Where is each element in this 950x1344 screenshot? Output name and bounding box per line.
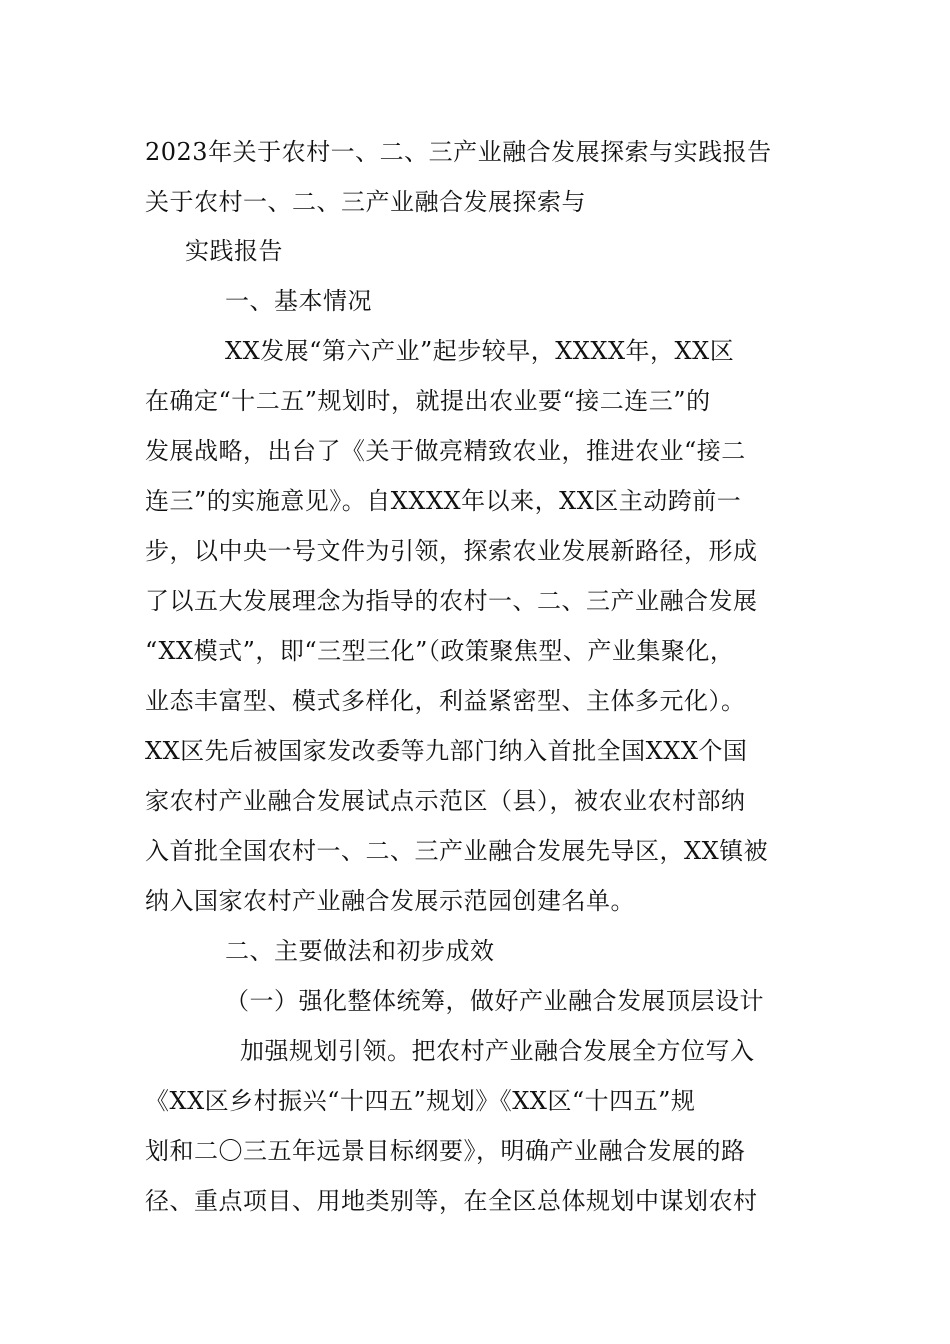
paragraph-line: 业态丰富型、模式多样化，利益紧密型、主体多元化）。: [145, 687, 746, 715]
paragraph-line: 加强规划引领。把农村产业融合发展全方位写入: [240, 1037, 755, 1065]
paragraph-line: 了以五大发展理念为指导的农村一、二、三产业融合发展: [145, 587, 758, 615]
subsection-heading-overall-planning: （一）强化整体统筹，做好产业融合发展顶层设计: [225, 987, 764, 1015]
paragraph-line: XX发展“第六产业”起步较早，XXXX年，XX区: [225, 337, 735, 365]
paragraph-line: 入首批全国农村一、二、三产业融合发展先导区，XX镇被: [145, 837, 769, 865]
paragraph-line: 纳入国家农村产业融合发展示范园创建名单。: [145, 887, 635, 915]
paragraph-line: 家农村产业融合发展试点示范区（县），被农业农村部纳: [145, 787, 746, 815]
paragraph-line: 径、重点项目、用地类别等，在全区总体规划中谋划农村: [145, 1187, 758, 1215]
paragraph-line: 发展战略，出台了《关于做亮精致农业，推进农业“接二: [145, 437, 746, 465]
paragraph-line: 划和二〇三五年远景目标纲要》，明确产业融合发展的路: [145, 1137, 746, 1165]
document-title-line-2: 关于农村一、二、三产业融合发展探索与: [145, 188, 586, 216]
paragraph-line: 《XX区乡村振兴“十四五”规划》《XX区“十四五”规: [145, 1087, 696, 1115]
paragraph-line: 在确定“十二五”规划时，就提出农业要“接二连三”的: [145, 387, 711, 415]
paragraph-line: 步，以中央一号文件为引领，探索农业发展新路径，形成: [145, 537, 758, 565]
document-title-line-1: 2023年关于农村一、二、三产业融合发展探索与实践报告: [145, 138, 772, 166]
paragraph-line: “XX模式”，即“三型三化”（政策聚焦型、产业集聚化，: [145, 637, 735, 665]
paragraph-line: XX区先后被国家发改委等九部门纳入首批全国XXX个国: [145, 737, 748, 765]
document-title-line-3: 实践报告: [185, 237, 283, 265]
section-heading-basic-situation: 一、基本情况: [225, 287, 372, 315]
section-heading-main-practices: 二、主要做法和初步成效: [225, 937, 495, 965]
paragraph-line: 连三”的实施意见》。自XXXX年以来，XX区主动跨前一: [145, 487, 742, 515]
